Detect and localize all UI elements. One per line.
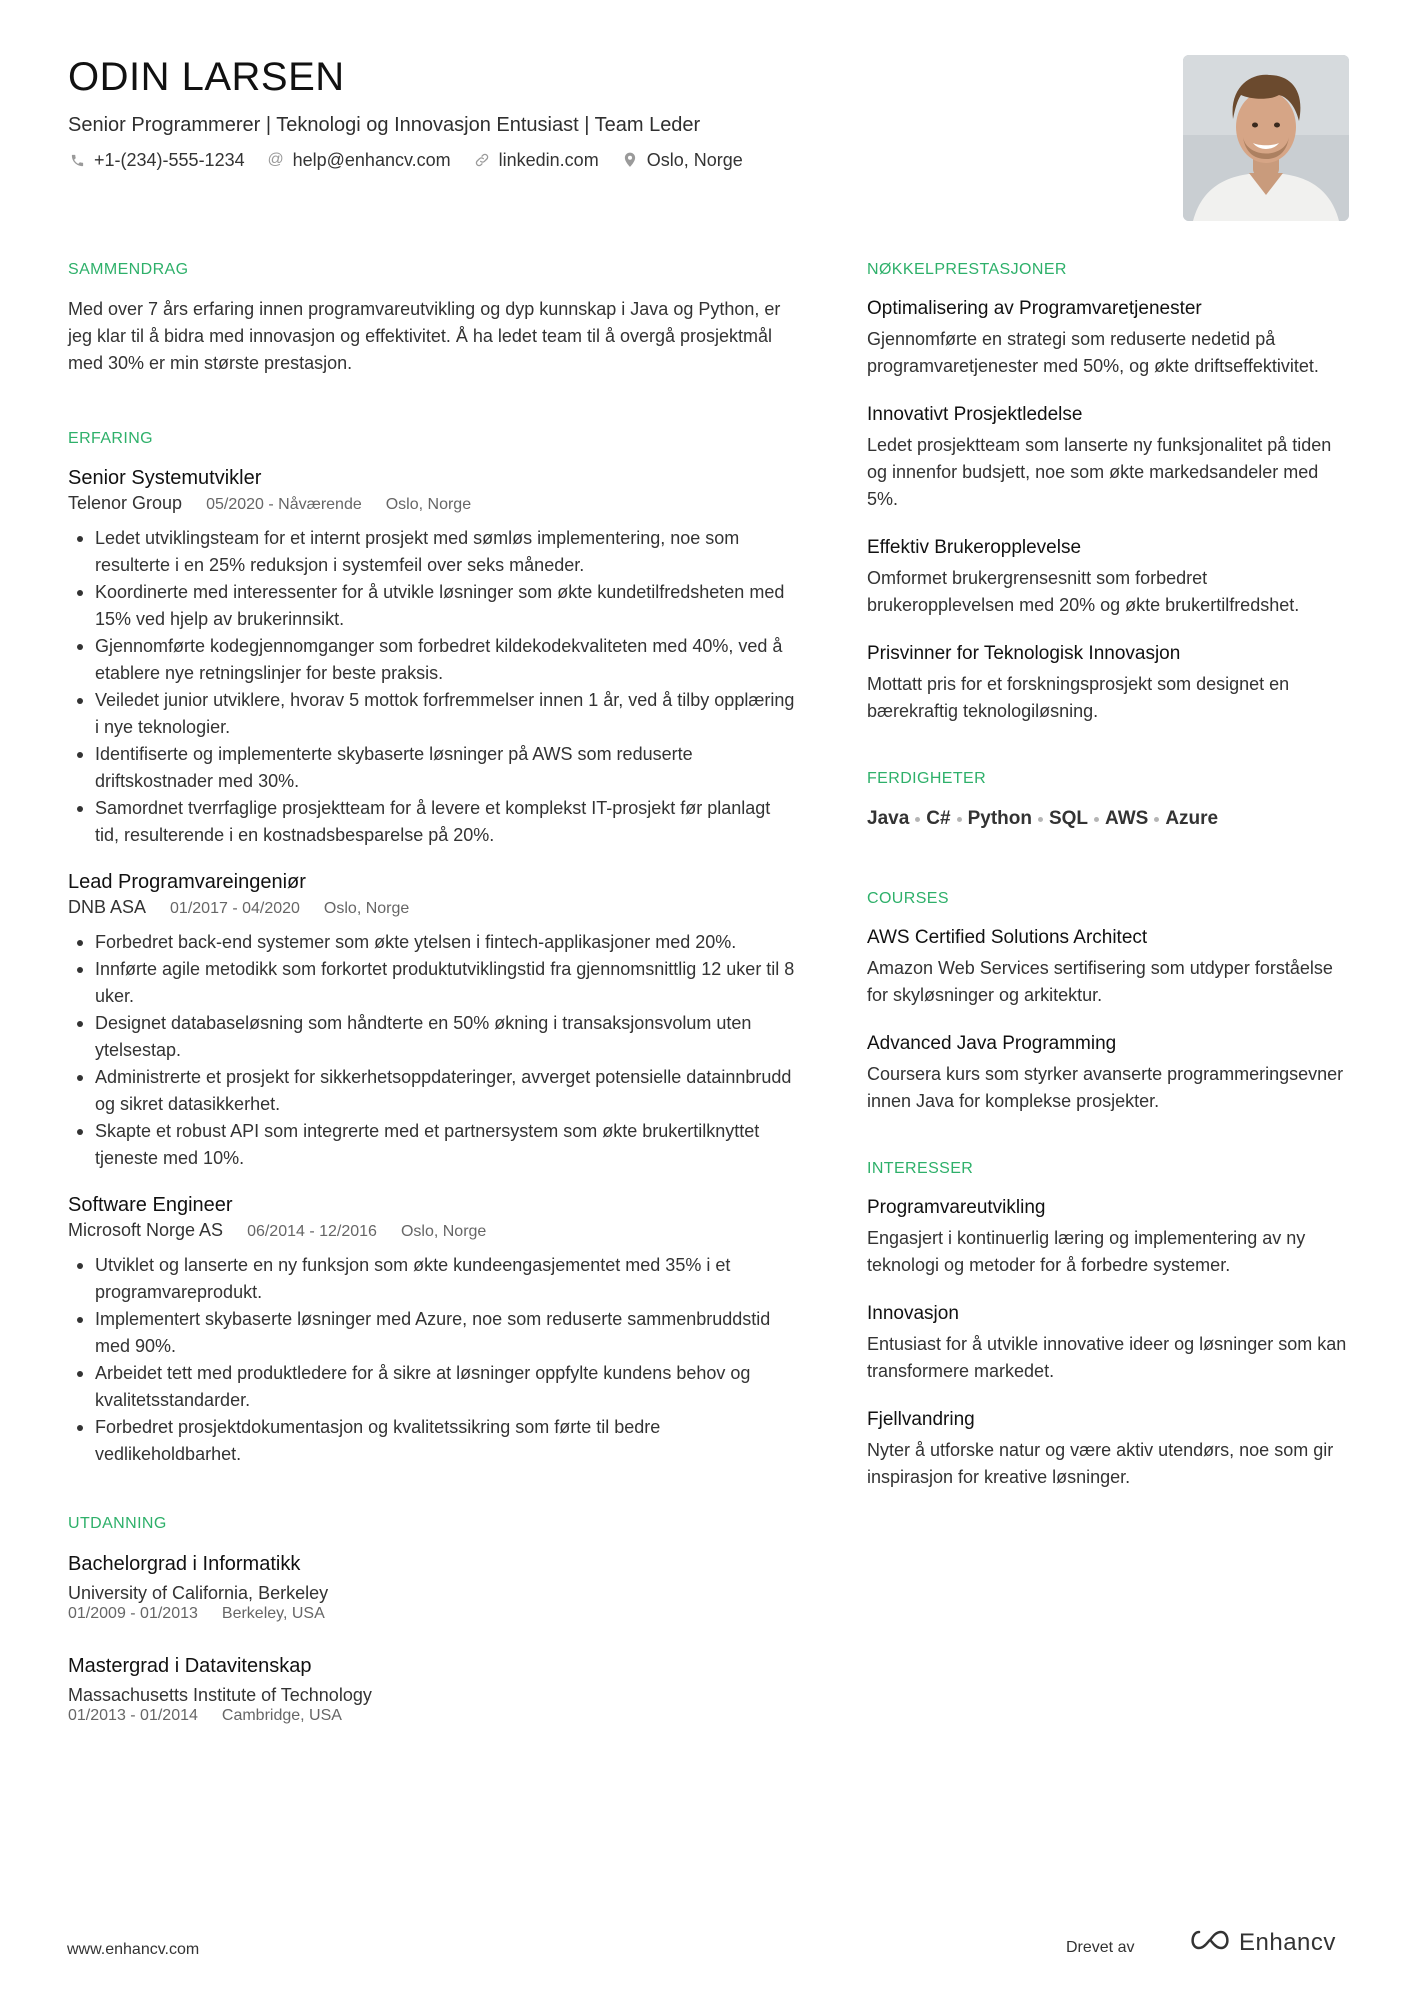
- brand-wordmark: Enhancv: [1239, 1928, 1336, 1956]
- course-desc: Amazon Web Services sertifisering som utdyper forståelse for skyløsninger og arkitektur.: [867, 958, 1333, 1005]
- candidate-headline: Senior Programmerer | Teknologi og Innovasjon Entusiast | Team Leder: [68, 114, 701, 136]
- job-bullet: Forbedret prosjektdokumentasjon og kvalitetssikring som førte til bedre vedlikeholdbarhet.: [68, 1414, 798, 1468]
- contact-email[interactable]: [267, 147, 451, 173]
- job-bullet: Designet databaseløsning som håndterte en 50% økning i transaksjonsvolum uten ytelsestap.: [68, 1010, 798, 1064]
- achievement-item: [867, 641, 1347, 725]
- achievement-title: Innovativt Prosjektledelse: [867, 404, 1083, 425]
- job-date: 06/2014 - 12/2016: [247, 1223, 377, 1240]
- phone-icon: [68, 151, 86, 169]
- skills-heading: FERDIGHETER: [867, 770, 987, 787]
- contact-linkedin[interactable]: [473, 147, 599, 173]
- job-bullet: Ledet utviklingsteam for et internt prosjekt med sømløs implementering, noe som resulterte i en 25% reduksjon i systemfeil over seks måneder.: [68, 525, 798, 579]
- skill-separator: [1038, 817, 1043, 822]
- contact-phone[interactable]: [68, 147, 245, 173]
- summary-section: [68, 260, 798, 377]
- job-title: Senior Systemutvikler: [68, 467, 262, 489]
- experience-heading: ERFARING: [68, 430, 153, 447]
- job-entry: [68, 869, 798, 1172]
- enhancv-logo[interactable]: [1187, 1928, 1336, 1957]
- link-icon: [473, 151, 491, 169]
- job-location: Oslo, Norge: [323, 900, 410, 917]
- job-title: Software Engineer: [68, 1194, 233, 1216]
- skill-tag: Python: [967, 808, 1032, 829]
- interests-section: [867, 1159, 1347, 1491]
- skill-tag: Java: [867, 808, 910, 829]
- education-date: 01/2009 - 01/2013: [68, 1605, 198, 1622]
- course-title: Advanced Java Programming: [867, 1033, 1117, 1054]
- skills-list: [867, 805, 1347, 833]
- job-meta: [68, 491, 798, 517]
- education-meta: [68, 1706, 798, 1726]
- infinity-logo-icon: [1187, 1928, 1233, 1957]
- interest-desc: Entusiast for å utvikle innovative ideer og løsninger som kan transformere markedet.: [867, 1334, 1347, 1381]
- job-bullet: Implementert skybaserte løsninger med Azure, noe som reduserte sammenbruddstid med 90%.: [68, 1306, 798, 1360]
- job-bullets: [68, 929, 798, 1172]
- achievement-desc: Gjennomførte en strategi som reduserte nedetid på programvaretjenester med 50%, og økte driftseffektivitet.: [867, 329, 1319, 376]
- job-meta: [68, 1218, 798, 1244]
- job-entry: [68, 1192, 798, 1468]
- skill-separator: [957, 817, 962, 822]
- footer-url[interactable]: www.enhancv.com: [67, 1941, 200, 1958]
- email-text: help@enhancv.com: [292, 150, 451, 170]
- skill-separator: [1094, 817, 1099, 822]
- job-bullet: Arbeidet tett med produktledere for å sikre at løsninger oppfylte kundens behov og kvalitetsstandarder.: [68, 1360, 798, 1414]
- phone-text: +1-(234)-555-1234: [94, 150, 245, 170]
- interest-item: [867, 1301, 1347, 1385]
- footer-powered-by: Drevet av: [1066, 1939, 1135, 1956]
- job-meta: [68, 895, 798, 921]
- job-bullet: Koordinerte med interessenter for å utvikle løsninger som økte kundetilfredsheten med 15% ved hjelp av brukerinnsikt.: [68, 579, 798, 633]
- job-bullet: Gjennomførte kodegjennomganger som forbedret kildekodekvaliteten med 40%, ved å etablere nye retningslinjer for beste praksis.: [68, 633, 798, 687]
- education-heading: UTDANNING: [68, 1515, 167, 1532]
- achievement-title: Optimalisering av Programvaretjenester: [867, 298, 1202, 319]
- interest-desc: Nyter å utforske natur og være aktiv utendørs, noe som gir inspirasjon for kreative løsninger.: [867, 1440, 1334, 1487]
- interest-item: [867, 1195, 1347, 1279]
- education-school: Massachusetts Institute of Technology: [68, 1685, 372, 1705]
- skill-tag: Azure: [1165, 808, 1219, 829]
- achievement-desc: Ledet prosjektteam som lanserte ny funksjonalitet på tiden og innenfor budsjett, noe som økte markedsandeler med 5%.: [867, 435, 1332, 509]
- education-entry: [68, 1652, 798, 1726]
- skill-tag: C#: [926, 808, 951, 829]
- courses-heading: COURSES: [867, 890, 949, 907]
- interest-desc: Engasjert i kontinuerlig læring og implementering av ny teknologi og metoder for å forbedre systemer.: [867, 1228, 1306, 1275]
- skills-section: [867, 769, 1347, 833]
- contact-location: [621, 147, 743, 173]
- job-bullet: Skapte et robust API som integrerte med et partnersystem som økte brukertilknyttet tjeneste med 10%.: [68, 1118, 798, 1172]
- job-location: Oslo, Norge: [385, 496, 472, 513]
- location-pin-icon: [621, 151, 639, 169]
- course-desc: Coursera kurs som styrker avanserte programmeringsevner innen Java for komplekse prosjekter.: [867, 1064, 1344, 1111]
- interest-title: Fjellvandring: [867, 1409, 975, 1430]
- education-meta: [68, 1604, 798, 1624]
- courses-section: [867, 889, 1347, 1115]
- interest-title: Programvareutvikling: [867, 1197, 1046, 1218]
- job-date: 05/2020 - Nåværende: [206, 496, 362, 513]
- location-text: Oslo, Norge: [646, 150, 743, 170]
- course-item: [867, 925, 1347, 1009]
- job-entry: [68, 465, 798, 849]
- interests-heading: INTERESSER: [867, 1160, 974, 1177]
- education-section: [68, 1514, 798, 1726]
- skill-separator: [915, 817, 920, 822]
- achievement-item: [867, 296, 1347, 380]
- job-company: Microsoft Norge AS: [68, 1220, 224, 1240]
- summary-heading: SAMMENDRAG: [68, 261, 189, 278]
- skill-tag: AWS: [1105, 808, 1149, 829]
- interest-item: [867, 1407, 1347, 1491]
- skill-tag: SQL: [1048, 808, 1089, 829]
- job-title: Lead Programvareingeniør: [68, 871, 306, 893]
- education-location: Berkeley, USA: [221, 1605, 325, 1622]
- summary-text: Med over 7 års erfaring innen programvareutvikling og dyp kunnskap i Java og Python, er jeg klar til å bidra med innovasjon og effektivitet. Å ha ledet team til å overgå prosjektmål med 30% er min største prestasjon.: [68, 299, 781, 373]
- job-company: Telenor Group: [68, 493, 183, 513]
- contact-row: [68, 147, 1128, 173]
- course-title: AWS Certified Solutions Architect: [867, 927, 1148, 948]
- job-bullet: Forbedret back-end systemer som økte ytelsen i fintech-applikasjoner med 20%.: [68, 929, 798, 956]
- job-bullet: Innførte agile metodikk som forkortet produktutviklingstid fra gjennomsnittlig 12 uker til 8 uker.: [68, 956, 798, 1010]
- achievement-item: [867, 535, 1347, 619]
- education-date: 01/2013 - 01/2014: [68, 1707, 198, 1724]
- education-degree: Mastergrad i Datavitenskap: [68, 1655, 312, 1677]
- candidate-name: ODIN LARSEN: [68, 55, 345, 99]
- profile-photo: [1183, 55, 1349, 221]
- job-company: DNB ASA: [68, 897, 147, 917]
- job-date: 01/2017 - 04/2020: [170, 900, 300, 917]
- achievement-item: [867, 402, 1347, 513]
- right-column: [867, 260, 1347, 1543]
- achievements-section: [867, 260, 1347, 725]
- job-bullets: [68, 1252, 798, 1468]
- job-bullet: Veiledet junior utviklere, hvorav 5 mottok forfremmelser innen 1 år, ved å tilby opplæring i nye teknologier.: [68, 687, 798, 741]
- achievement-desc: Omformet brukergrensesnitt som forbedret brukeropplevelsen med 20% og økte brukertilfredshet.: [867, 568, 1300, 615]
- left-column: [68, 260, 798, 1778]
- education-degree: Bachelorgrad i Informatikk: [68, 1553, 301, 1575]
- job-bullet: Utviklet og lanserte en ny funksjon som økte kundeengasjementet med 35% i et programvareprodukt.: [68, 1252, 798, 1306]
- interest-title: Innovasjon: [867, 1303, 959, 1324]
- achievement-desc: Mottatt pris for et forskningsprosjekt som designet en bærekraftig teknologiløsning.: [867, 674, 1290, 721]
- achievement-title: Prisvinner for Teknologisk Innovasjon: [867, 643, 1181, 664]
- job-bullets: [68, 525, 798, 849]
- skill-separator: [1154, 817, 1159, 822]
- linkedin-text: linkedin.com: [498, 150, 599, 170]
- job-location: Oslo, Norge: [400, 1223, 487, 1240]
- achievement-title: Effektiv Brukeropplevelse: [867, 537, 1082, 558]
- education-entry: [68, 1550, 798, 1624]
- education-school: University of California, Berkeley: [68, 1583, 329, 1603]
- job-bullet: Identifiserte og implementerte skybaserte løsninger på AWS som reduserte driftskostnader med 30%.: [68, 741, 798, 795]
- education-location: Cambridge, USA: [221, 1707, 342, 1724]
- job-bullet: Administrerte et prosjekt for sikkerhetsoppdateringer, avverget potensielle datainnbrudd og sikret datasikkerhet.: [68, 1064, 798, 1118]
- job-bullet: Samordnet tverrfaglige prosjektteam for å levere et komplekst IT-prosjekt før planlagt tid, resulterende i en kostnadsbesparelse på 20%.: [68, 795, 798, 849]
- resume-header: [68, 52, 1128, 173]
- achievements-heading: NØKKELPRESTASJONER: [867, 261, 1067, 278]
- at-icon: @: [267, 151, 284, 168]
- course-item: [867, 1031, 1347, 1115]
- experience-section: [68, 429, 798, 1468]
